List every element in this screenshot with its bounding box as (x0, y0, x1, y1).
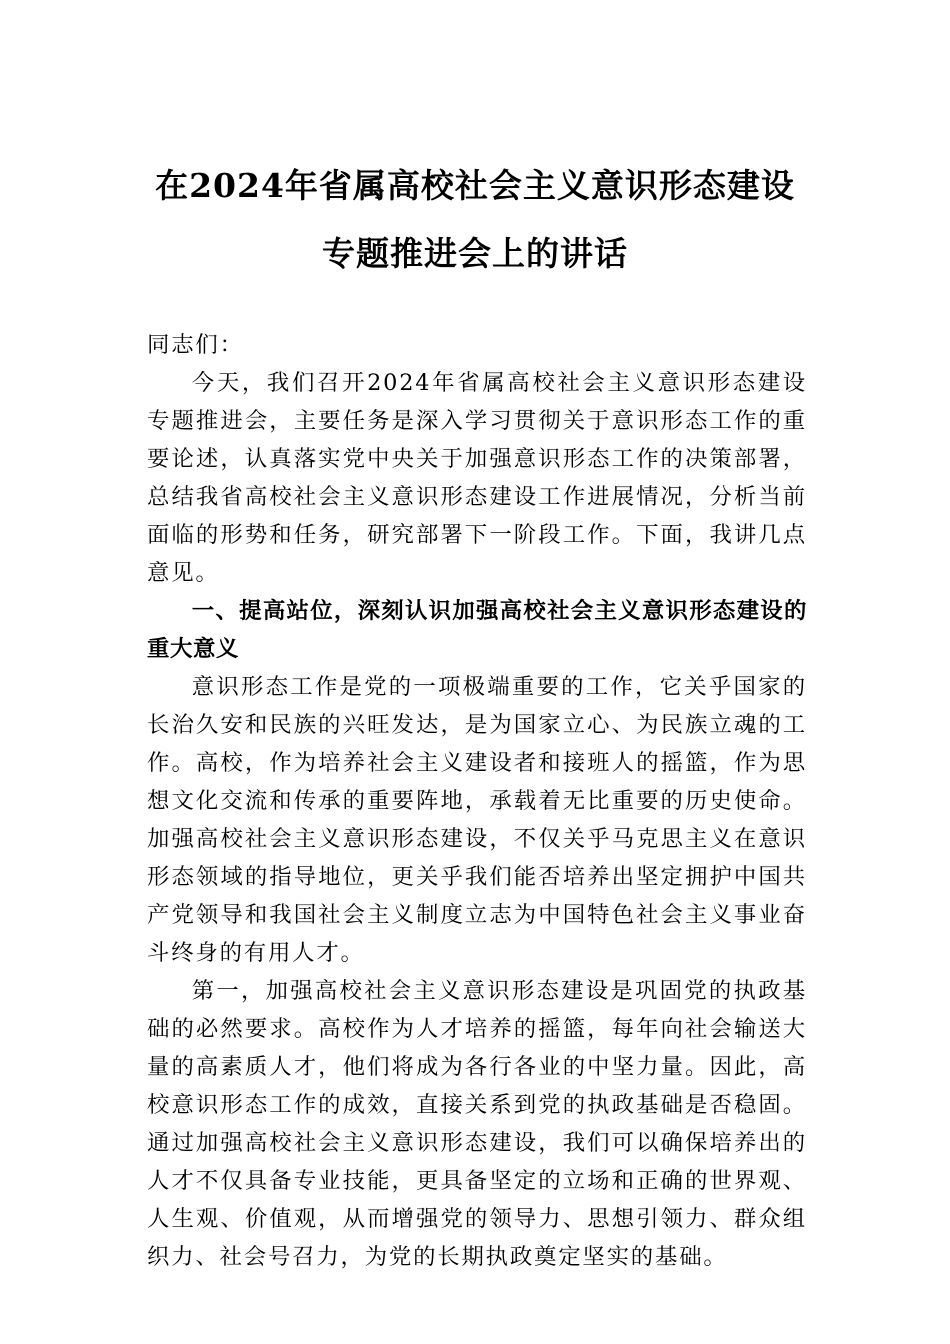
document-title-line-1: 在2024年省属高校社会主义意识形态建设 (155, 166, 795, 205)
paragraph-significance: 意识形态工作是党的一项极端重要的工作，它关乎国家的长治久安和民族的兴旺发达，是为国家立心、为民族立魂的工作。高校，作为培养社会主义建设者和接班人的摇篮，作为思想文化交流和传承的重要阵地，承载着无比重要的历史使命。加强高校社会主义意识形态建设，不仅关乎马克思主义在意识形态领域的指导地位，更关乎我们能否培养出坚定拥护中国共产党领导和我国社会主义制度立志为中国特色社会主义事业奋斗终身的有用人才。 (147, 674, 807, 966)
document-title-line-2: 专题推进会上的讲话 (322, 234, 628, 273)
document-body (147, 326, 807, 1276)
section-heading-1: 一、提高站位，深刻认识加强高校社会主义意识形态建设的重大意义 (147, 598, 807, 662)
paragraph-intro: 今天，我们召开2024年省属高校社会主义意识形态建设专题推进会，主要任务是深入学习贯彻关于意识形态工作的重要论述，认真落实党中央关于加强意识形态工作的决策部署，总结我省高校社会主义意识形态建设工作进展情况，分析当前面临的形势和任务，研究部署下一阶段工作。下面，我讲几点意见。 (147, 370, 807, 586)
salutation: 同志们： (147, 332, 244, 358)
paragraph-first-point: 第一，加强高校社会主义意识形态建设是巩固党的执政基础的必然要求。高校作为人才培养的摇篮，每年向社会输送大量的高素质人才，他们将成为各行各业的中坚力量。因此，高校意识形态工作的成效，直接关系到党的执政基础是否稳固。通过加强高校社会主义意识形态建设，我们可以确保培养出的人才不仅具备专业技能，更具备坚定的立场和正确的世界观、人生观、价值观，从而增强党的领导力、思想引领力、群众组织力、社会号召力，为党的长期执政奠定坚实的基础。 (147, 978, 807, 1270)
